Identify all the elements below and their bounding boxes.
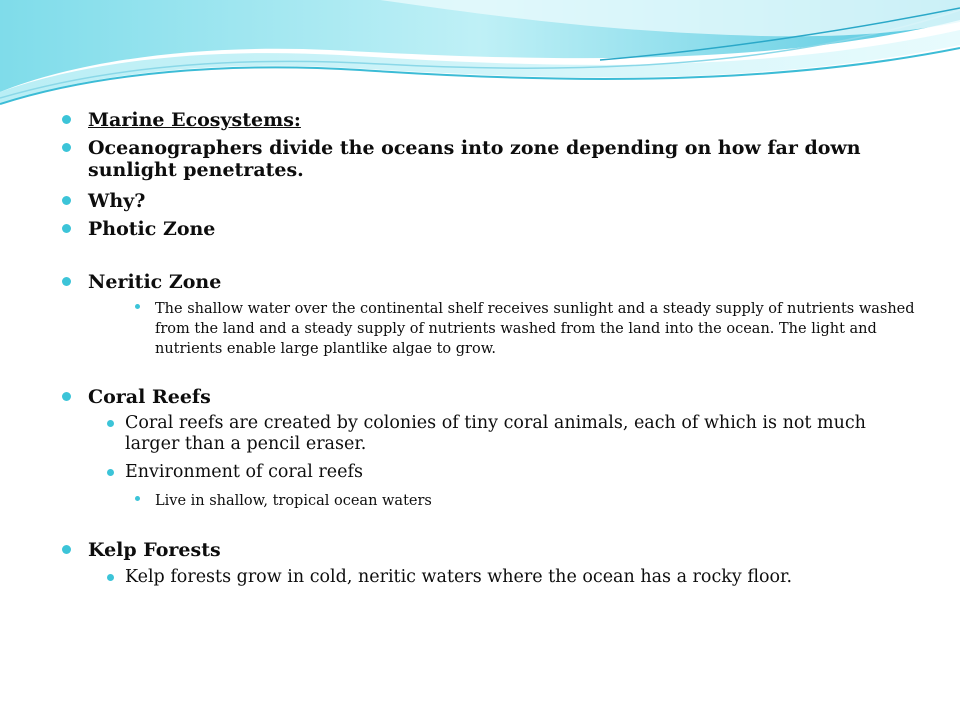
bullet-coral-reefs — [88, 386, 918, 408]
bullet-dot — [107, 574, 114, 581]
bullet-text: The shallow water over the continental shelf receives sunlight and a steady supply of nutrients washed from the land and a steady supply of nutrients washed from the land into the ocean. The light and nutrients enable large plantlike algae to grow. — [155, 301, 915, 357]
bullet-dot — [135, 304, 140, 309]
bullet-neritic-zone — [88, 271, 918, 293]
bullet-dot — [62, 196, 71, 205]
bullet-dot — [135, 496, 140, 501]
bullet-kelp-forests — [88, 539, 918, 561]
sub-bullet-neritic-description — [155, 298, 915, 358]
bullet-dot — [62, 277, 71, 286]
bullet-text: Why? — [88, 190, 146, 212]
bullet-text: Kelp Forests — [88, 539, 221, 561]
bullet-photic-zone — [88, 218, 918, 240]
bullet-text: Coral Reefs — [88, 386, 211, 408]
sub-bullet-coral-environment — [125, 462, 895, 483]
bullet-why — [88, 190, 918, 212]
bullet-dot — [62, 224, 71, 233]
bullet-oceanographers — [88, 137, 928, 181]
bullet-dot — [62, 115, 71, 124]
sub-sub-bullet-shallow-waters — [155, 490, 895, 510]
bullet-text: Environment of coral reefs — [125, 462, 363, 482]
bullet-text: Oceanographers divide the oceans into zone depending on how far down sunlight penetrates. — [88, 137, 861, 181]
bullet-marine-ecosystems — [88, 109, 918, 131]
bullet-text: Coral reefs are created by colonies of tiny coral animals, each of which is not much larger than a pencil eraser. — [125, 413, 866, 454]
bullet-text: Kelp forests grow in cold, neritic waters where the ocean has a rocky floor. — [125, 567, 793, 587]
bullet-dot — [107, 420, 114, 427]
bullet-dot — [62, 545, 71, 554]
sub-bullet-kelp-description — [125, 567, 915, 588]
bullet-text: Marine Ecosystems: — [88, 109, 301, 131]
sub-bullet-coral-description — [125, 413, 895, 455]
bullet-dot — [62, 392, 71, 401]
bullet-text: Photic Zone — [88, 218, 216, 240]
bullet-text: Neritic Zone — [88, 271, 222, 293]
bullet-dot — [107, 469, 114, 476]
bullet-dot — [62, 143, 71, 152]
bullet-text: Live in shallow, tropical ocean waters — [155, 493, 432, 509]
